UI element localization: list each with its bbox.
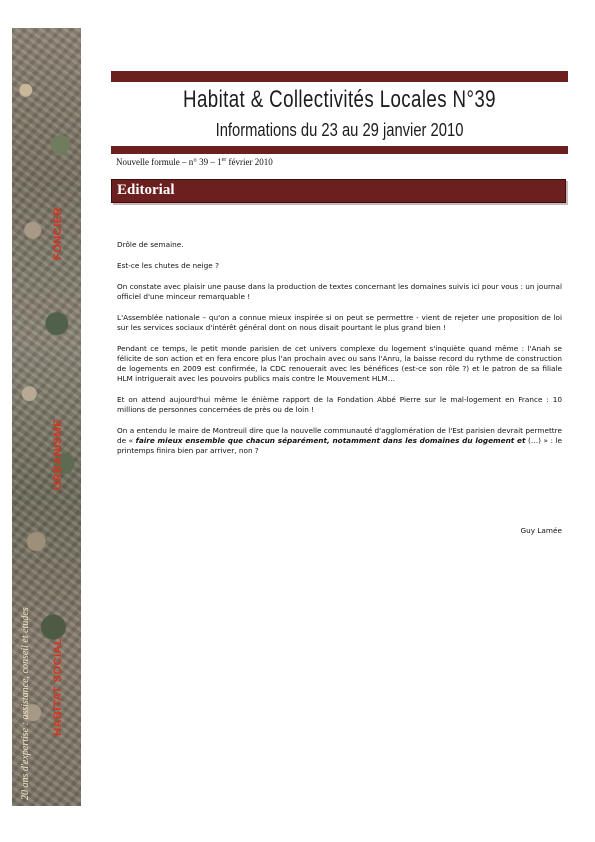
paragraph-part: On a entendu le maire de Montreuil dire que la nouvelle communauté d'agglomération de l'Est parisien devrait permettre de « xyxy=(117,426,562,445)
header-bottom-rule xyxy=(111,146,568,154)
aerial-photo-strip xyxy=(12,28,81,806)
issue-line xyxy=(116,157,273,167)
paragraph-part: (…) » : le printemps finira bien par arriver, non ? xyxy=(117,436,562,455)
paragraph: Et on attend aujourd'hui même le énième rapport de la Fondation Abbé Pierre sur le mal-logement en France : 10 millions de personnes concernées de près ou de loin ! xyxy=(117,395,562,414)
paragraph xyxy=(117,426,562,456)
strip-label-habitat-social: HABITAT SOCIAL xyxy=(52,637,64,736)
strip-label-urbanisme: URBANISME xyxy=(52,418,64,490)
section-title: Editorial xyxy=(117,182,175,198)
paragraph: L'Assemblée nationale – qu'on a connue mieux inspirée si on peut se permettre - vient de rejeter une proposition de loi sur les services sociaux d'intérêt général dont on nous disait pourtant le plus grand bien ! xyxy=(117,313,562,332)
editorial-body xyxy=(117,240,562,467)
strip-label-foncier: FONCIER xyxy=(52,207,64,260)
paragraph: On constate avec plaisir une pause dans la production de textes concernant les domaines suivis ici pour vous : un journal officiel d'une minceur remarquable ! xyxy=(117,282,562,301)
issue-superscript: er xyxy=(221,157,227,163)
author-signature: Guy Lamée xyxy=(520,526,562,535)
header-top-rule xyxy=(111,71,568,82)
issue-suffix: février 2010 xyxy=(226,157,273,167)
newsletter-subtitle: Informations du 23 au 29 janvier 2010 xyxy=(215,120,464,140)
strip-tagline: 20 ans d'expertise : assistance, conseil et études xyxy=(20,607,31,800)
newsletter-title: Habitat & Collectivités Locales N°39 xyxy=(183,86,496,113)
paragraph: Drôle de semaine. xyxy=(117,240,184,249)
paragraph: Pendant ce temps, le petit monde parisien de cet univers complexe du logement s'inquiète quand même : l'Anah se félicite de son action et en fera encore plus l'an prochain avec ou sans l'Anru, la baisse record du rythme de construction de logements en 2009 est confirmée, la CDC renouerait avec les bénéfices (est-ce son rôle ?) et le patron de sa filiale HLM intriguerait avec les pouvoirs publics mais contre le Mouvement HLM… xyxy=(117,344,562,383)
section-header-bar xyxy=(111,179,566,203)
quoted-text: faire mieux ensemble que chacun séparément, notamment dans les domaines du logement et xyxy=(135,436,526,445)
paragraph: Est-ce les chutes de neige ? xyxy=(117,261,219,270)
issue-prefix: Nouvelle formule – n° 39 – 1 xyxy=(116,157,222,167)
